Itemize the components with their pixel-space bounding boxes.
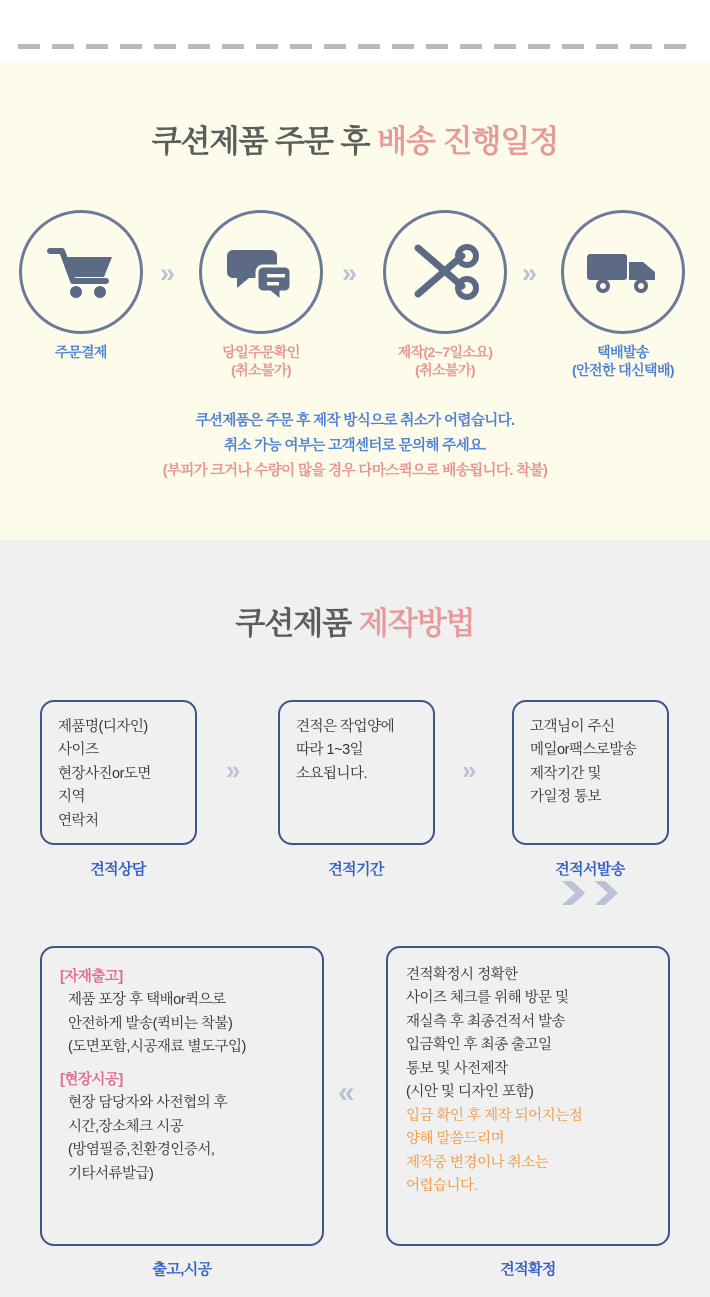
estimate-period-box bbox=[278, 700, 435, 845]
speech-bubble-icon bbox=[227, 244, 295, 300]
delivery-truck-icon bbox=[585, 246, 661, 298]
shipping-note-3: (부피가 크거나 수량이 많을 경우 다마스퀵으로 배송됩니다. 착불) bbox=[162, 463, 548, 480]
shipping-step-label bbox=[16, 343, 146, 361]
chevron-right-icon-4: » bbox=[226, 755, 236, 785]
box3-line-1: 고객님이 주신 bbox=[530, 719, 615, 735]
shipping-step-circle bbox=[383, 210, 507, 334]
box1-line-4: 지역 bbox=[58, 789, 86, 806]
estimate-confirm-caption: 견적확정 bbox=[500, 1261, 556, 1278]
box2-line-1: 견적은 작업양에 bbox=[296, 719, 395, 735]
shipping-steps bbox=[0, 210, 710, 390]
box4-g1-line-3: (도면포함,시공재료 별도구입) bbox=[68, 1039, 246, 1056]
box3-line-3: 제작기간 및 bbox=[530, 765, 602, 782]
box5-highlight-3: 제작중 변경이나 취소는 bbox=[406, 1154, 549, 1171]
box1-line-5: 연락처 bbox=[58, 812, 99, 829]
shipping-step-label-line2: (취소불가) bbox=[415, 362, 475, 379]
chevron-left-icon: « bbox=[338, 1076, 349, 1109]
making-title-accent: 제작방법 bbox=[358, 606, 475, 641]
shipping-step-label bbox=[558, 343, 688, 380]
estimate-consult-caption: 견적상담 bbox=[90, 861, 146, 878]
shipping-step-circle bbox=[19, 210, 143, 334]
estimate-period-caption: 견적기간 bbox=[328, 861, 384, 878]
shipping-step-circle bbox=[561, 210, 685, 334]
box4-g2-line-1: 현장 담당자와 사전협의 후 bbox=[68, 1095, 228, 1112]
shipping-notes bbox=[0, 409, 710, 485]
chevron-right-icon-3: » bbox=[522, 258, 534, 288]
shipping-step-label-line2: (취소불가) bbox=[231, 362, 291, 379]
dashed-divider bbox=[18, 44, 692, 49]
chevron-right-icon-1: » bbox=[160, 258, 172, 288]
shipping-step-circle bbox=[199, 210, 323, 334]
shipping-step-label bbox=[196, 343, 326, 380]
making-title-plain: 쿠션제품 bbox=[235, 606, 359, 641]
chevron-right-icon-2: » bbox=[342, 258, 354, 288]
box4-g2-line-3: (방염필증,친환경인증서, bbox=[68, 1142, 215, 1159]
box2-line-2: 따라 1~3일 bbox=[296, 742, 364, 759]
making-section bbox=[0, 540, 710, 1297]
box4-g1-line-1: 제품 포장 후 택배or퀵으로 bbox=[68, 992, 226, 1009]
box2-line-3: 소요됩니다. bbox=[296, 765, 368, 782]
scissors-icon bbox=[410, 242, 480, 302]
box4-g1-line-2: 안전하게 발송(퀵비는 착불) bbox=[68, 1015, 233, 1032]
site-install-tag: [현장시공] bbox=[60, 1071, 123, 1088]
box5-line-3: 재실측 후 최종견적서 발송 bbox=[406, 1013, 566, 1030]
shipping-step-label-line1: 택배발송 bbox=[597, 344, 649, 360]
box5-highlight-1: 입금 확인 후 제작 되어지는점 bbox=[406, 1107, 583, 1124]
shipping-install-box bbox=[40, 946, 324, 1246]
shopping-cart-icon bbox=[46, 243, 116, 301]
box3-line-2: 메일or팩스로발송 bbox=[530, 742, 637, 759]
box5-highlight-2: 양해 말씀드리며 bbox=[406, 1131, 505, 1148]
shipping-title bbox=[0, 116, 710, 161]
shipping-note-1: 쿠션제품은 주문 후 제작 방식으로 취소가 어렵습니다. bbox=[195, 413, 515, 429]
shipping-install-caption: 출고,시공 bbox=[152, 1261, 212, 1278]
box1-line-3: 현장사진or도면 bbox=[58, 765, 151, 782]
shipping-step-label bbox=[380, 343, 510, 380]
shipping-step-label-line1: 제작(2~7일소요) bbox=[397, 344, 493, 360]
box5-highlight-4: 어렵습니다. bbox=[406, 1178, 478, 1195]
shipping-step-label-line1: 당일주문확인 bbox=[222, 344, 300, 360]
shipping-step-label-line1: 주문결제 bbox=[55, 344, 107, 360]
box5-line-2: 사이즈 체크를 위해 방문 및 bbox=[406, 990, 569, 1007]
box3-line-4: 가일정 통보 bbox=[530, 789, 602, 806]
box5-line-5: 통보 및 사전제작 bbox=[406, 1060, 508, 1077]
shipping-step-delivery bbox=[558, 210, 688, 380]
shipping-step-production bbox=[380, 210, 510, 380]
shipping-step-label-line2: (안전한 대신택배) bbox=[572, 362, 674, 379]
shipping-title-accent: 배송 진행일정 bbox=[377, 124, 559, 159]
estimate-consult-box bbox=[40, 700, 197, 845]
material-release-tag: [자재출고] bbox=[60, 969, 123, 985]
chevron-down-icon: ❯❯ bbox=[557, 878, 623, 904]
box1-line-1: 제품명(디자인) bbox=[58, 719, 148, 735]
estimate-send-box bbox=[512, 700, 669, 845]
box4-g2-line-2: 시간,장소체크 시공 bbox=[68, 1118, 184, 1135]
shipping-step-order bbox=[16, 210, 146, 361]
shipping-step-confirm bbox=[196, 210, 326, 380]
box5-line-1: 견적확정시 정확한 bbox=[406, 967, 518, 983]
estimate-send-caption: 견적서발송 bbox=[555, 861, 625, 878]
shipping-title-plain: 쿠션제품 주문 후 bbox=[151, 124, 378, 159]
box1-line-2: 사이즈 bbox=[58, 742, 99, 759]
box5-line-4: 입금확인 후 최종 출고일 bbox=[406, 1037, 552, 1054]
shipping-note-2: 취소 가능 여부는 고객센터로 문의해 주세요. bbox=[224, 438, 486, 455]
estimate-confirm-box bbox=[386, 946, 670, 1246]
chevron-right-icon-5: » bbox=[462, 755, 472, 785]
box4-g2-line-4: 기타서류발급) bbox=[68, 1165, 154, 1182]
shipping-section bbox=[0, 62, 710, 540]
box5-line-6: (시안 및 디자인 포함) bbox=[406, 1084, 534, 1101]
making-title bbox=[0, 598, 710, 643]
